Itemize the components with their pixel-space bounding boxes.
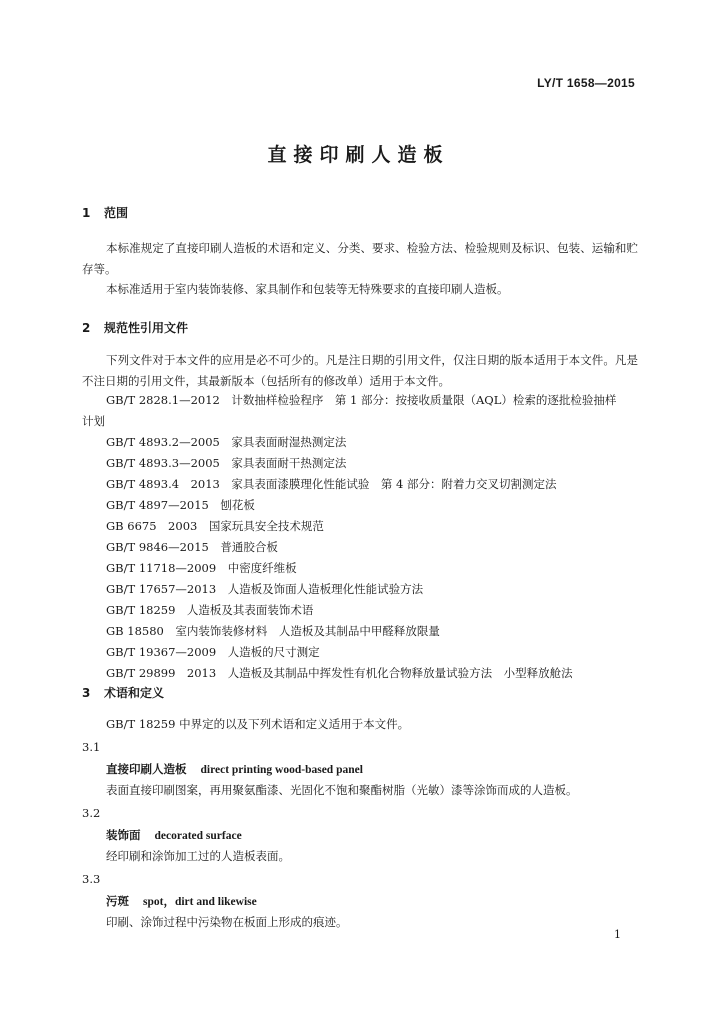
term-english: direct printing wood-based panel [200,764,363,776]
section-title: 规范性引用文件 [104,321,189,335]
term-chinese: 污斑 [106,894,129,908]
reference-item: GB/T 4893.4 2013 家具表面漆膜理化性能试验 第 4 部分：附着力交叉切割测定法 [106,477,557,491]
term-definition: 表面直接印刷图案，再用聚氨酯漆、光固化不饱和聚酯树脂（光敏）漆等涂饰而成的人造板。 [106,783,578,797]
reference-item: GB/T 2828.1—2012 计数抽样检验程序 第 1 部分：按接收质量限（AQL）检索的逐批检验抽样 [106,393,617,407]
section-number: 1 [82,206,91,220]
reference-item: GB/T 29899 2013 人造板及其制品中挥发性有机化合物释放量试验方法 小型释放舱法 [106,666,573,680]
document-title: 直接印刷人造板 [267,144,450,166]
term-entry [106,761,363,777]
reference-item: GB/T 18259 人造板及其表面装饰术语 [106,603,314,617]
reference-item: GB 18580 室内装饰装修材料 人造板及其制品中甲醛释放限量 [106,624,440,638]
section-number: 2 [82,321,91,335]
reference-item: GB/T 4897—2015 刨花板 [106,498,255,512]
scope-paragraph-2: 本标准适用于室内装饰装修、家具制作和包装等无特殊要求的直接印刷人造板。 [106,282,509,296]
reference-item: GB/T 4893.2—2005 家具表面耐湿热测定法 [106,435,347,449]
term-english: spot，dirt and likewise [143,896,257,908]
section-title: 术语和定义 [104,686,165,700]
section-heading-terms-and-definitions [82,684,164,701]
reference-item: GB/T 9846—2015 普通胶合板 [106,540,278,554]
reference-item: GB 6675 2003 国家玩具安全技术规范 [106,519,324,533]
reference-item-continuation: 计划 [82,414,105,428]
clause-number: 3.3 [82,872,101,886]
term-chinese: 直接印刷人造板 [106,762,187,776]
terms-intro: GB/T 18259 中界定的以及下列术语和定义适用于本文件。 [106,717,410,731]
section-number: 3 [82,686,91,700]
section-heading-normative-references [82,319,188,336]
term-definition: 印刷、涂饰过程中污染物在板面上形成的痕迹。 [106,915,348,929]
section-heading-scope [82,204,128,221]
scope-paragraph-1: 本标准规定了直接印刷人造板的术语和定义、分类、要求、检验方法、检验规则及标识、包装、运输和贮存等。 [82,241,638,276]
reference-item: GB/T 4893.3—2005 家具表面耐干热测定法 [106,456,347,470]
reference-item: GB/T 17657—2013 人造板及饰面人造板理化性能试验方法 [106,582,424,596]
term-definition: 经印刷和涂饰加工过的人造板表面。 [106,849,290,863]
term-entry [106,827,242,843]
section-title: 范围 [104,206,129,220]
reference-item: GB/T 11718—2009 中密度纤维板 [106,561,297,575]
reference-item: GB/T 19367—2009 人造板的尺寸测定 [106,645,320,659]
term-chinese: 装饰面 [106,828,141,842]
term-english: decorated surface [154,830,242,842]
page-number: 1 [614,928,621,941]
standard-code: LY/T 1658—2015 [537,76,635,90]
term-entry [106,893,257,909]
references-intro: 下列文件对于本文件的应用是必不可少的。凡是注日期的引用文件，仅注日期的版本适用于本文件。凡是不注日期的引用文件，其最新版本（包括所有的修改单）适用于本文件。 [82,353,638,388]
clause-number: 3.2 [82,806,101,820]
clause-number: 3.1 [82,740,101,754]
